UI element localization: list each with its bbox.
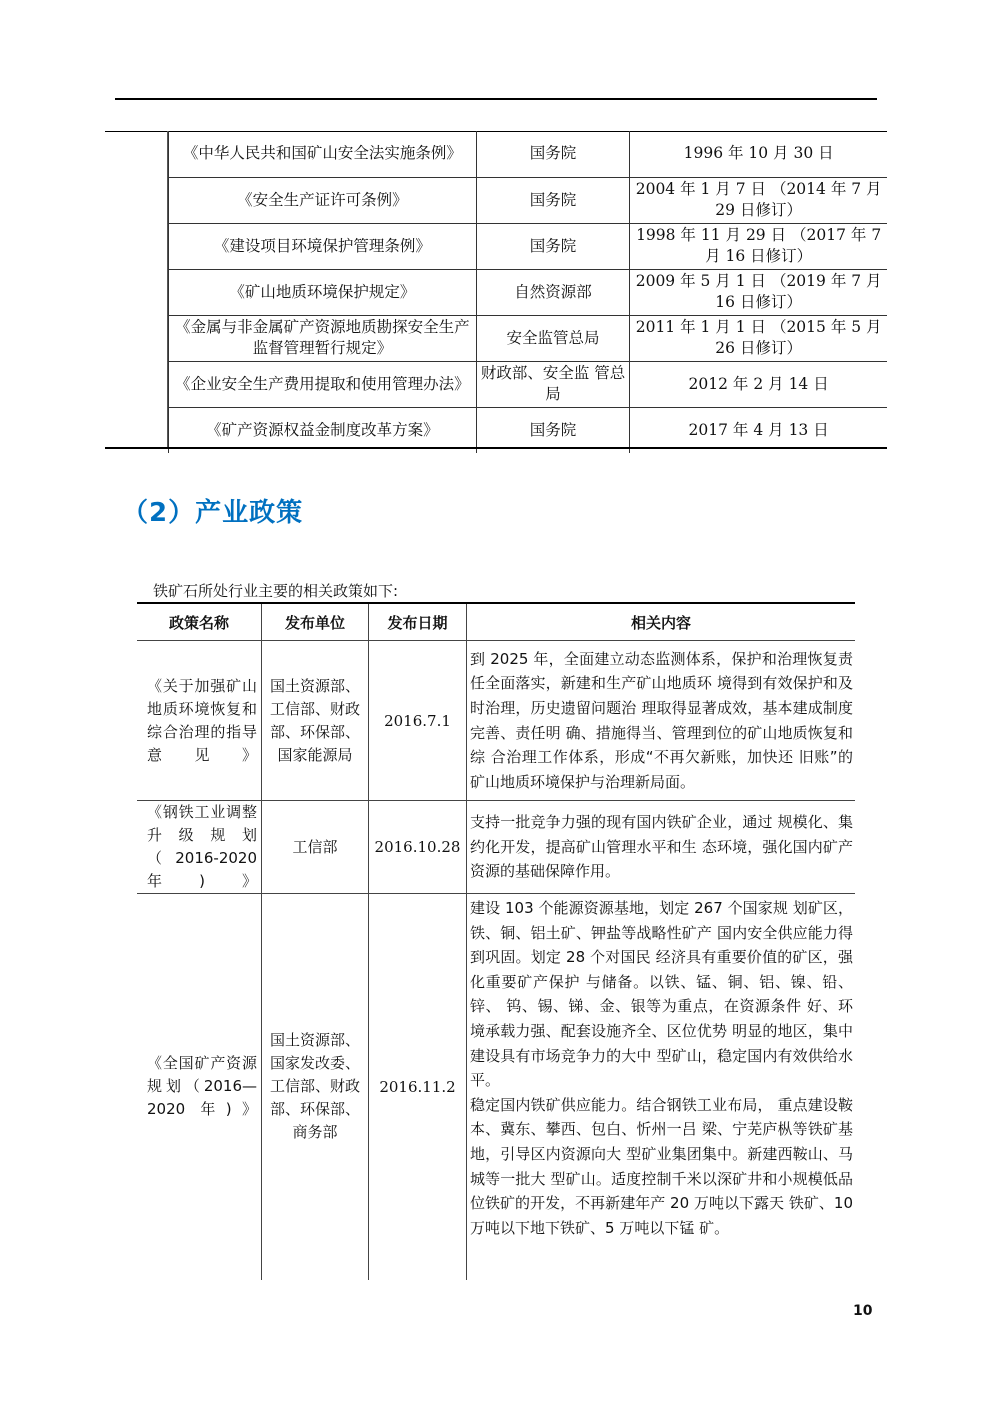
column-header-name: 政策名称 (137, 604, 262, 641)
page-number: 10 (853, 1303, 873, 1319)
table-row (169, 269, 888, 315)
regulation-issuer: 自然资源部 (476, 269, 629, 315)
regulation-name: 《建设项目环境保护管理条例》 (169, 223, 477, 269)
table-row (169, 131, 888, 177)
policy-content-continued: 稳定国内铁矿供应能力。结合钢铁工业布局， 重点建设鞍本、冀东、攀西、包白、忻州一吕 梁、宁芜庐枞等铁矿基地，引导区内资源向大 型矿业集团集中。新建西鞍山、马城等一批大 型矿山。适度控制千米以深矿井和小规模低品 位铁矿的开发，不再新建年产 20 万吨以下露天 铁矿、10 万吨以下地下铁矿、5 万吨以下锰 矿。 (470, 1095, 853, 1237)
table-row (169, 177, 888, 223)
policy-name: 《关于加强矿山地质环境恢复和综合治理的指导意见》 (137, 641, 262, 801)
intro-text: 铁矿石所处行业主要的相关政策如下: (153, 582, 399, 600)
policy-content: 建设 103 个能源资源基地，划定 267 个国家规 划矿区，铁、铜、铝土矿、钾盐等战略性矿产 国内安全供应能力得到巩固。划定 28 个对国民 经济具有重要价值的矿区，强化重要矿产保护 与储备。以铁、锰、铜、铝、镍、铅、锌、 钨、锡、锑、金、银等为重点，在资源条件 好、环境承载力强、配套设施齐全、区位优势 明显的地区，集中建设具有市场竞争力的大中 型矿山，稳定国内有效供给水平。 (470, 899, 853, 1090)
policy-content: 到 2025 年，全面建立动态监测体系，保护和治理恢复责任全面落实，新建和生产矿山地质环 境得到有效保护和及时治理，历史遗留问题治 理取得显著成效，基本建成制度完善、责任明 确、措施得当、管理到位的矿山地质恢复和综 合治理工作体系，形成“不再欠新账，加快还 旧账”的矿山地质环境保护与治理新局面。 (467, 641, 856, 801)
policy-date: 2016.11.2 (369, 894, 467, 1280)
regulation-issuer: 国务院 (476, 223, 629, 269)
policy-date: 2016.10.28 (369, 801, 467, 894)
policy-issuer: 工信部 (262, 801, 369, 894)
regulation-date: 2017 年 4 月 13 日 (630, 407, 887, 453)
regulation-name: 《企业安全生产费用提取和使用管理办法》 (169, 361, 477, 407)
regulation-name: 《矿山地质环境保护规定》 (169, 269, 477, 315)
table-header-row (137, 604, 855, 641)
regulation-date: 2009 年 5 月 1 日 （2019 年 7 月 16 日修订） (630, 269, 887, 315)
regulation-date: 2012 年 2 月 14 日 (630, 361, 887, 407)
regulation-date: 2004 年 1 月 7 日 （2014 年 7 月 29 日修订） (630, 177, 887, 223)
policy-issuer: 国土资源部、工信部、财政部、环保部、国家能源局 (262, 641, 369, 801)
table-row (137, 894, 855, 1280)
column-header-content: 相关内容 (467, 604, 856, 641)
policy-name: 《钢铁工业调整升级规划（2016-2020 年)》 (137, 801, 262, 894)
regulation-name: 《安全生产证许可条例》 (169, 177, 477, 223)
table-row (137, 801, 855, 894)
policy-content-cell (467, 894, 856, 1280)
policy-content: 支持一批竞争力强的现有国内铁矿企业，通过 规模化、集约化开发，提高矿山管理水平和生 态环境，强化国内矿产资源的基础保障作用。 (467, 801, 856, 894)
table-row (137, 641, 855, 801)
regulation-issuer: 国务院 (476, 407, 629, 453)
column-header-issuer: 发布单位 (262, 604, 369, 641)
regulation-issuer: 财政部、安全监 管总局 (476, 361, 629, 407)
regulation-date: 2011 年 1 月 1 日 （2015 年 5 月 26 日修订） (630, 315, 887, 361)
regulations-table (168, 131, 887, 453)
table-row (169, 361, 888, 407)
regulation-date: 1996 年 10 月 30 日 (630, 131, 887, 177)
header-rule (115, 98, 877, 100)
regulation-name: 《矿产资源权益金制度改革方案》 (169, 407, 477, 453)
table-bottom-rule (105, 447, 887, 449)
policy-date: 2016.7.1 (369, 641, 467, 801)
regulation-issuer: 国务院 (476, 131, 629, 177)
regulation-name: 《中华人民共和国矿山安全法实施条例》 (169, 131, 477, 177)
section-heading: （2）产业政策 (122, 498, 304, 528)
regulation-issuer: 安全监管总局 (476, 315, 629, 361)
regulation-issuer: 国务院 (476, 177, 629, 223)
policy-issuer: 国土资源部、国家发改委、工信部、财政部、环保部、商务部 (262, 894, 369, 1280)
regulation-name: 《金属与非金属矿产资源地质勘探安全生产监督管理暂行规定》 (169, 315, 477, 361)
table-row (169, 315, 888, 361)
regulation-date: 1998 年 11 月 29 日 （2017 年 7 月 16 日修订） (630, 223, 887, 269)
column-header-date: 发布日期 (369, 604, 467, 641)
table-row (169, 223, 888, 269)
policy-table (137, 604, 855, 1280)
policy-name: 《全国矿产资源规划（2016—2020 年)》 (137, 894, 262, 1280)
